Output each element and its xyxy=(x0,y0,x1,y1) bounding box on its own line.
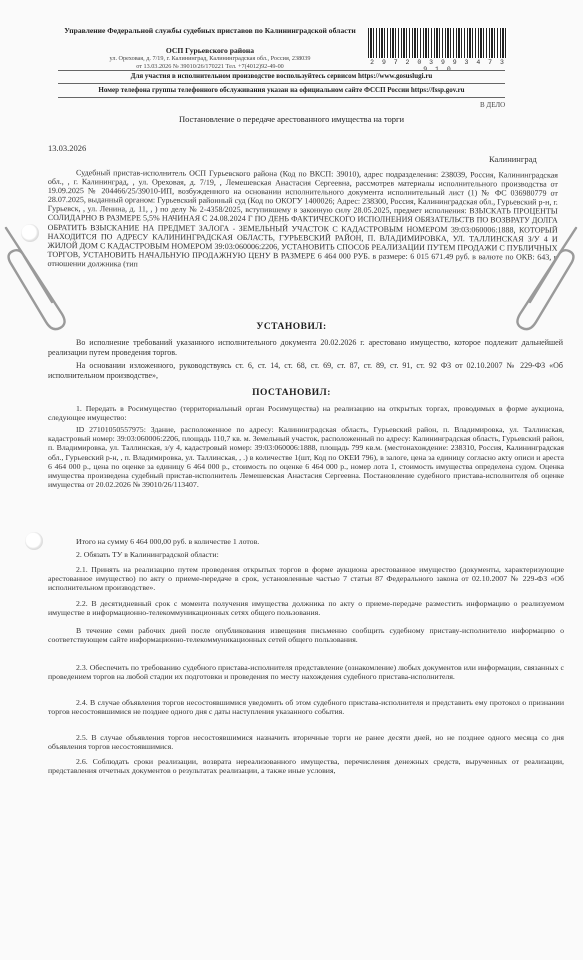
agency-title: Управление Федеральной службы судебных приставов по Калининградской области xyxy=(64,26,356,35)
ustanovil-paragraph: Во исполнение требований указанного исполнительного документа 20.02.2026 г. арестовано имущество, которое подлежит дальнейшей реализации путем проведения торгов. xyxy=(48,338,563,357)
barcode-number: 2 9 7 2 0 3 9 9 3 4 7 3 9 1 0 xyxy=(370,59,506,73)
document-barcode xyxy=(368,28,508,58)
item-2-5: 2.5. В случае объявления торгов несостоявшимися назначить вторичные торги не ранее десяти дней, но не позднее одного месяца со дня объявления торгов несостоявшимися. xyxy=(48,733,564,752)
ustanovil-basis-paragraph: На основании изложенного, руководствуясь ст. 6, ст. 14, ст. 68, ст. 69, ст. 87, ст. 89, ст. 91, ст. 92 ФЗ от 02.10.2007 № 229-ФЗ «Об исполнительном производстве», xyxy=(48,361,563,380)
item-2: 2. Обязать ТУ в Калининградской области: xyxy=(76,550,219,559)
header-rule xyxy=(58,83,505,84)
document-city: Калининград xyxy=(489,154,537,164)
service-notice: Для участия в исполнительном производстве воспользуйтесь сервисом https://www.gosuslugi.ru xyxy=(130,72,433,80)
department-name: ОСП Гурьевского района xyxy=(165,46,255,55)
item-1: 1. Передать в Росимущество (территориальный орган Росимущества) на реализацию на открытых торгах, проводимых в форме аукциона, следующее имущество: xyxy=(48,404,564,423)
item-1-property: ID 27101050557975: Здание, расположенное по адресу: Калининградская область, Гурьевский район, п. Владимировка, ул. Таллинская, кадастровый номер: 39:03:060006:2206, площадь 110,7 кв. м. Земельный участок, расположенный по адресу: Калининградская область, Гурьевский район, п. Владимировка, ул. Таллинская, з/у 4, кадастровый номер: 39:03:060006:1888, площадь 799 кв.м. (местонахождение: 238310, Россия, Калининградская обл., Гурьевский р-н, , п. Владимировка, ул. Таллинская, , .) в количестве 1(шт, Код по ОКЕИ 796), в залоге, цена за единицу согласно акту описи и ареста 6 464 000 р., цена по оценке за единицу 6 464 000 р., стоимость по оценке 6 464 000 р., номер лота 1, стоимость имущества определена судом. Оценка имущества произведена судебный пристав-исполнитель Лемешевская Анастасия Сергеевна. Постановление судебного пристава-исполнителя об оценке имущества от 20.02.2026 № 39010/26/113407. xyxy=(48,425,564,490)
address-line: ул. Ореховая, д. 7/19, г. Калининград, Калининградская обл., Россия, 238039 xyxy=(109,55,311,62)
total-line: Итого на сумму 6 464 000,00 руб. в количестве 1 лотов. xyxy=(76,537,260,546)
header-rule xyxy=(58,70,505,71)
item-2-1: 2.1. Принять на реализацию путем проведения открытых торгов в форме аукциона арестованное имущество (документы, характеризующие арестованное имущество) по акту о приеме-передаче в срок, установленные частью 7 статьи 87 Федерального закона от 02.10.2007 № 229-ФЗ «Об исполнительном производстве». xyxy=(48,565,564,593)
item-2-3: 2.3. Обеспечить по требованию судебного пристава-исполнителя представление (ознакомление) любых документов или информации, связанных с проведением торгов на любой стадии их подготовки и проведения по месту нахождения судебного пристава-исполнителя. xyxy=(48,663,564,682)
intro-paragraph: Судебный пристав-исполнитель ОСП Гурьевского района (Код по ВКСП: 39010), адрес подразделения: 238039, Россия, Калининградская обл., , г. Калининград, , ул. Ореховая, д. 7/19, , Лемешевская Анастасия Сергеевна, рассмотрев материалы исполнительного производства от 19.09.2025 № 204466/25/39010-ИП, возбужденного на основании исполнительного документа исполнительный лист (1) № ФС 036980779 от 28.07.2025, выданный органом: Гурьевский районный суд (Код по ОКОГУ 1400026; Адрес: 238300, Россия, Калининградская обл., Гурьевский р-н, г. Гурьевск, , ул. Ленина, д. 11, , ) по делу № 2-4358/2025, вступившему в законную силу 28.05.2025, предмет исполнения: ВЗЫСКАТЬ ПРОЦЕНТЫ СОЛИДАРНО В РАЗМЕРЕ 5,5% НАЧИНАЯ С 24.08.2024 Г ПО ДЕНЬ ФАКТИЧЕСКОГО ИСПОЛНЕНИЯ ОБЯЗАТЕЛЬСТВ ПО ВОЗВРАТУ ДОЛГА ОБРАТИТЬ ВЗЫСКАНИЕ НА ПРЕДМЕТ ЗАЛОГА - ЗЕМЕЛЬНЫЙ УЧАСТОК С КАДАСТРОВЫМ НОМЕРОМ 39:03:060006:1888, КОТОРЫЙ НАХОДИТСЯ ПО АДРЕСУ КАЛИНИНГРАДСКАЯ ОБЛАСТЬ, ГУРЬЕВСКИЙ РАЙОН, П. ВЛАДИМИРОВКА, УЛ. ТАЛЛИНСКАЯ З/У 4 И ЖИЛОЙ ДОМ С КАДАСТРОВЫМ НОМЕРОМ 39:03:060006:2206, УСТАНОВИТЬ СПОСОБ РЕАЛИЗАЦИИ ПУТЕМ ПРОДАЖИ С ПУБЛИЧНЫХ ТОРГОВ, УСТАНОВИТЬ НАЧАЛЬНУЮ ПРОДАЖНУЮ ЦЕНУ В РАЗМЕРЕ 6 464 000 РУБ. в размере: 6 015 671.49 руб. в валюте по ОКВ: 643, в отношении должника (тип xyxy=(47,168,558,269)
postanovil-heading: ПОСТАНОВИЛ: xyxy=(252,388,331,398)
ustanovil-heading: УСТАНОВИЛ: xyxy=(256,322,327,332)
phone-notice: Номер телефона группы телефонного обслуживания указан на официальном сайте ФССП России https://fssp.gov.ru xyxy=(98,86,465,94)
punch-hole xyxy=(25,532,43,550)
item-2-6: 2.6. Соблюдать сроки реализации, возврата нереализованного имущества, перечисления денежных средств, вырученных от реализации, представления отчетных документов о результатах реализации, а также иные условия, xyxy=(48,757,564,776)
v-delo-stamp: В ДЕЛО xyxy=(480,101,506,109)
department-address xyxy=(60,55,360,70)
paperclip-icon xyxy=(0,222,72,332)
document-title: Постановление о передаче арестованного имущества на торги xyxy=(178,114,405,124)
paperclip-icon xyxy=(510,222,582,332)
item-2-2: 2.2. В десятидневный срок с момента получения имущества должника по акту о приеме-передаче разместить информацию о реализуемом имуществе в информационно-телекоммуникационных сетях общего пользования. xyxy=(48,599,564,618)
document-date: 13.03.2026 xyxy=(48,143,87,153)
item-2-2-notice: В течение семи рабочих дней после опубликования извещения письменно сообщить судебному приставу-исполнителю информацию о соответствующем сайте информационно-телекоммуникационных сетей общего пользования. xyxy=(48,626,564,645)
reference-line: от 13.03.2026 № 39010/26/170221 Тел. +7(4012)92-49-00 xyxy=(136,62,284,70)
item-2-4: 2.4. В случае объявления торгов несостоявшимися уведомить об этом судебного пристава-исполнителя и представить ему протокол о признании торгов несостоявшимися не позднее одного дня с даты наступления указанного события. xyxy=(48,698,564,717)
header-rule xyxy=(58,97,505,98)
